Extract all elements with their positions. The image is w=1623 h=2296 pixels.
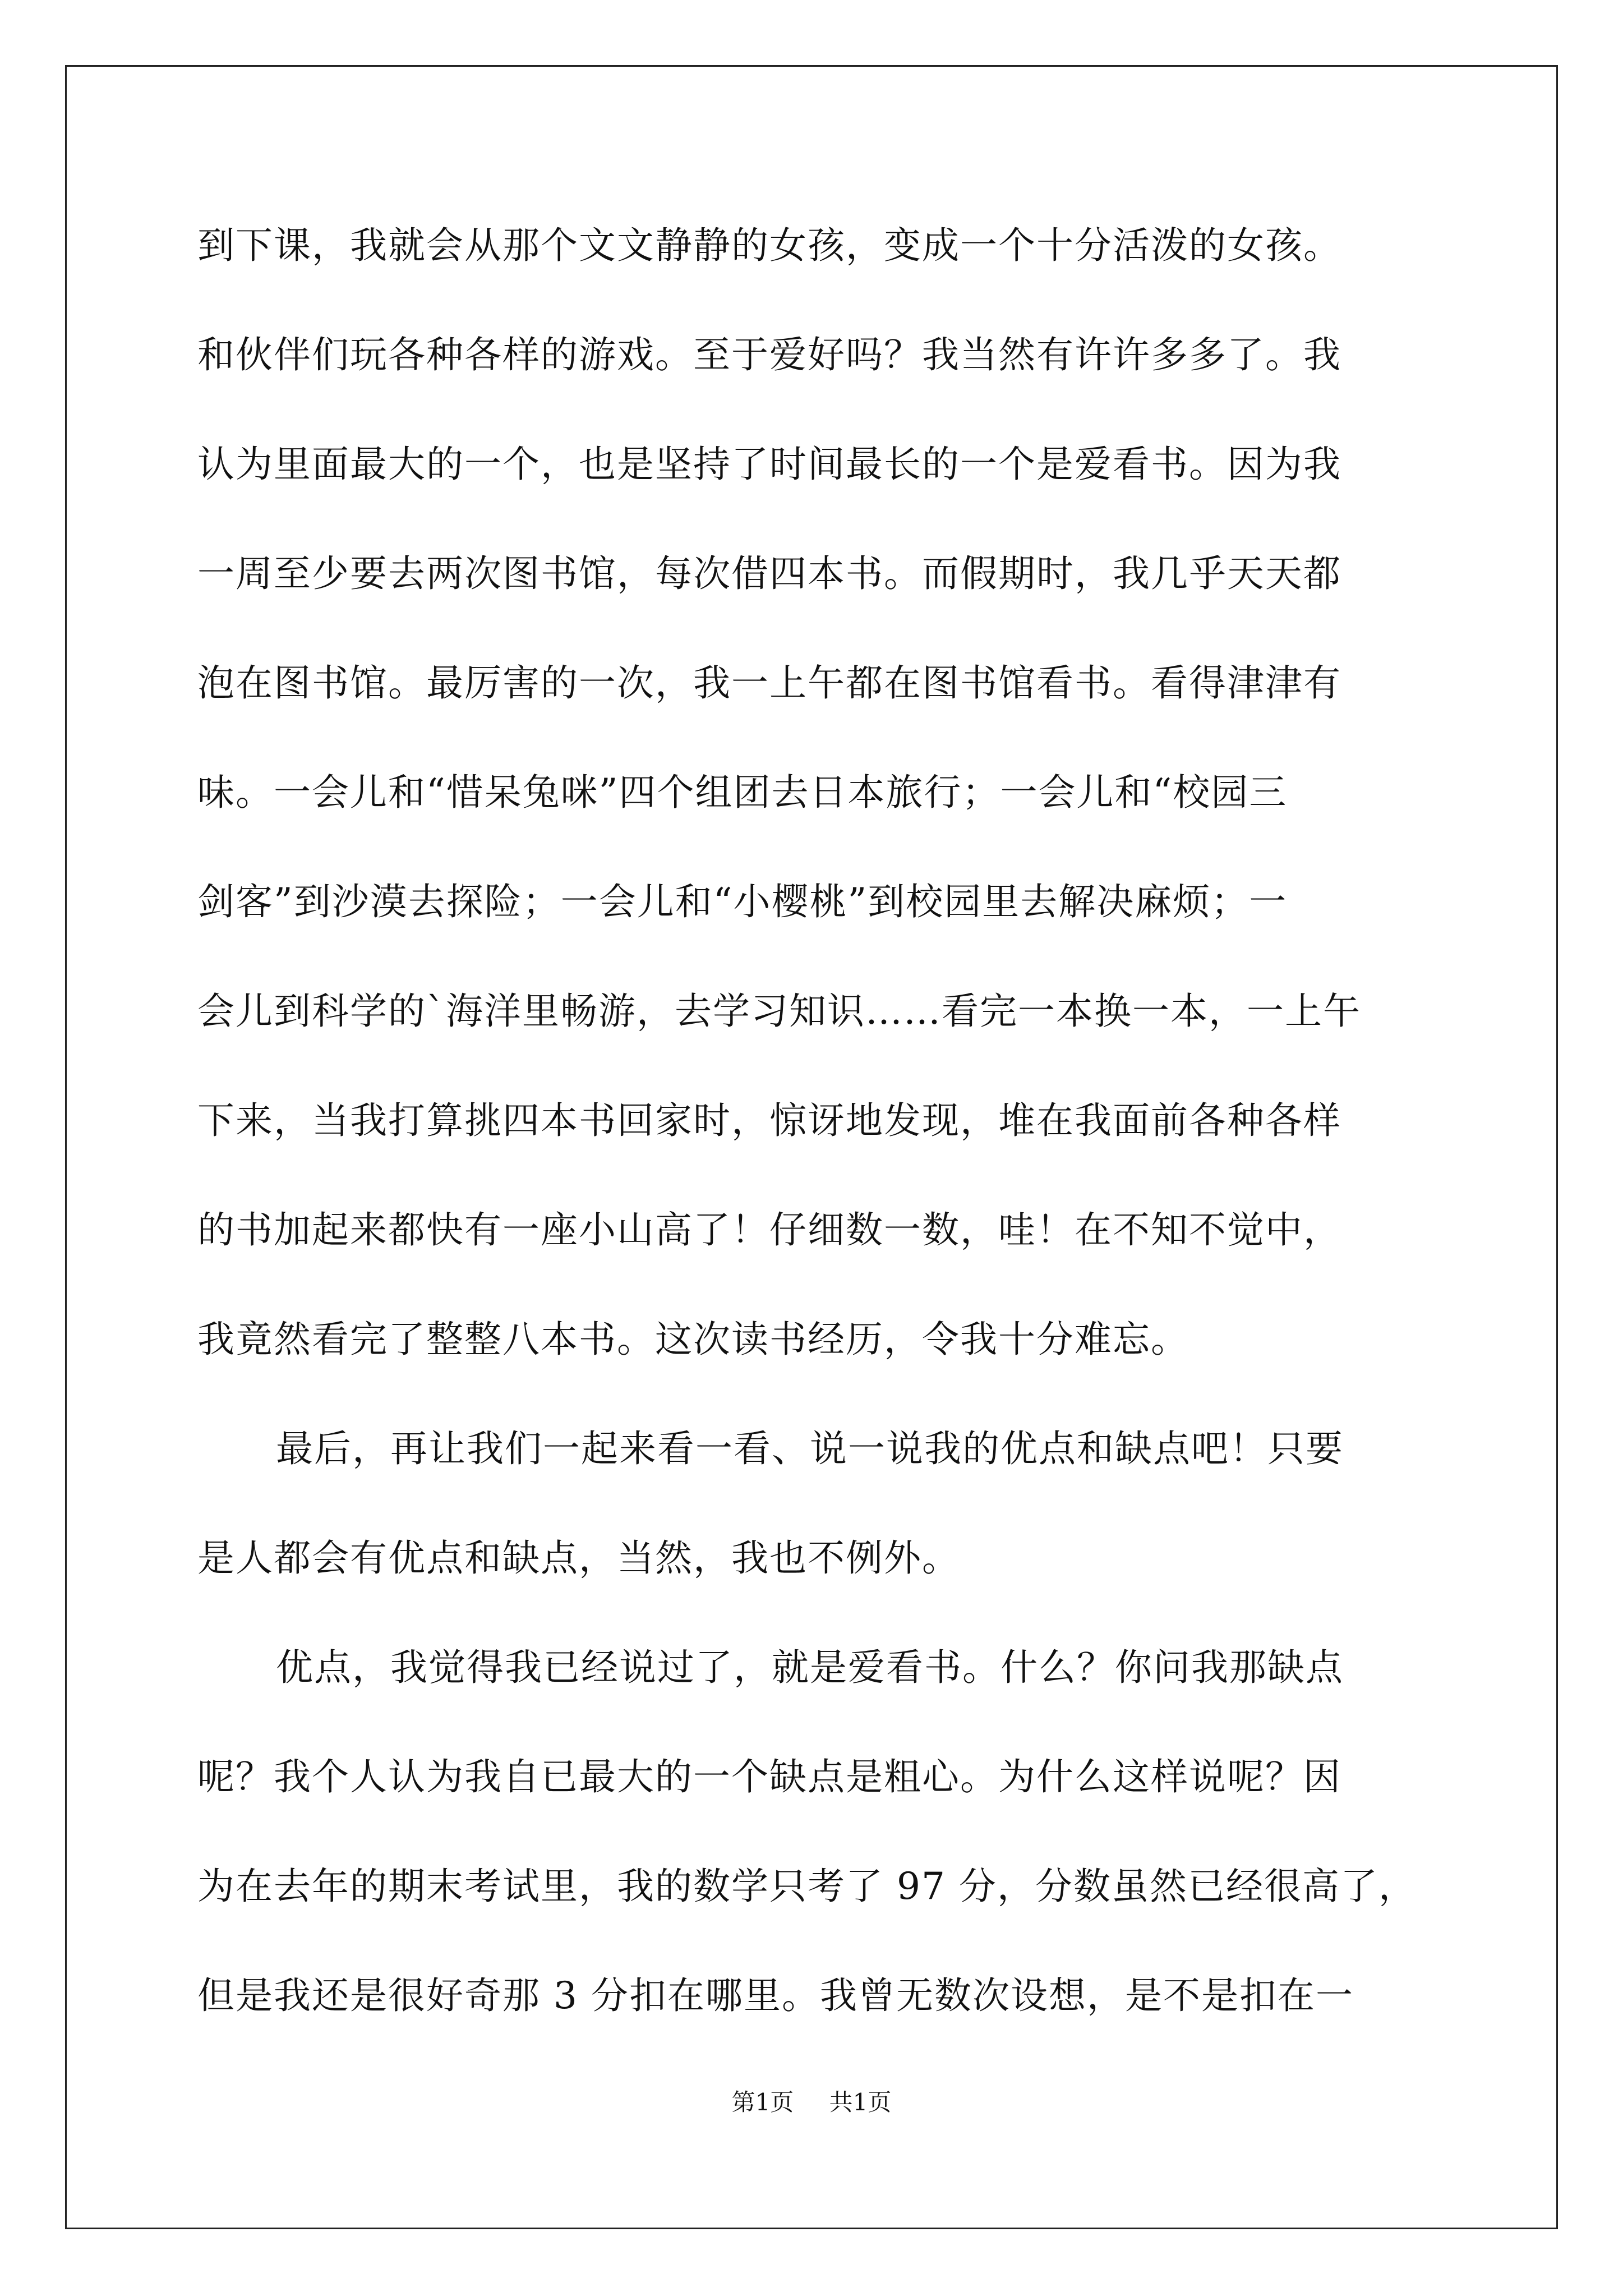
- text-line: 和伙伴们玩各种各样的游戏。至于爱好吗？我当然有许许多多了。我: [197, 333, 1341, 376]
- text-line: 为在去年的期末考试里，我的数学只考了 97 分，分数虽然已经很高了，: [197, 1865, 1417, 1908]
- text-line: 我竟然看完了整整八本书。这次读书经历，令我十分难忘。: [197, 1318, 1189, 1361]
- text-line: 会儿到科学的`海洋里畅游，去学习知识……看完一本换一本，一上午: [197, 990, 1361, 1033]
- text-line: 剑客”到沙漠去探险；一会儿和“小樱桃”到校园里去解决麻烦；一: [197, 880, 1288, 923]
- text-line: 下来，当我打算挑四本书回家时，惊讶地发现，堆在我面前各种各样: [197, 1099, 1341, 1142]
- text-line: 泡在图书馆。最厉害的一次，我一上午都在图书馆看书。看得津津有: [197, 661, 1341, 705]
- paragraph-start-line: 优点，我觉得我已经说过了，就是爱看书。什么？你问我那缺点: [276, 1646, 1344, 1689]
- page-number-current: 第1页: [731, 2088, 794, 2116]
- document-body: [197, 191, 1431, 2050]
- text-line: 呢？我个人认为我自已最大的一个缺点是粗心。为什么这样说呢？因: [197, 1755, 1341, 1798]
- text-line: 认为里面最大的一个，也是坚持了时间最长的一个是爱看书。因为我: [197, 443, 1341, 486]
- text-line: 但是我还是很好奇那 3 分扣在哪里。我曾无数次设想，是不是扣在一: [197, 1974, 1354, 2017]
- paragraph-start-line: 最后，再让我们一起来看一看、说一说我的优点和缺点吧！只要: [276, 1427, 1344, 1470]
- text-line: 一周至少要去两次图书馆，每次借四本书。而假期时，我几乎天天都: [197, 552, 1341, 595]
- text-line: 到下课，我就会从那个文文静静的女孩，变成一个十分活泼的女孩。: [197, 224, 1341, 267]
- text-line: 味。一会儿和“惜呆兔咪”四个组团去日本旅行；一会儿和“校园三: [197, 771, 1288, 814]
- text-line: 是人都会有优点和缺点，当然，我也不例外。: [197, 1536, 960, 1580]
- page-number-total: 共1页: [829, 2088, 892, 2116]
- text-line: 的书加起来都快有一座小山高了！仔细数一数，哇！在不知不觉中，: [197, 1208, 1341, 1251]
- page-footer: [0, 2084, 1623, 2118]
